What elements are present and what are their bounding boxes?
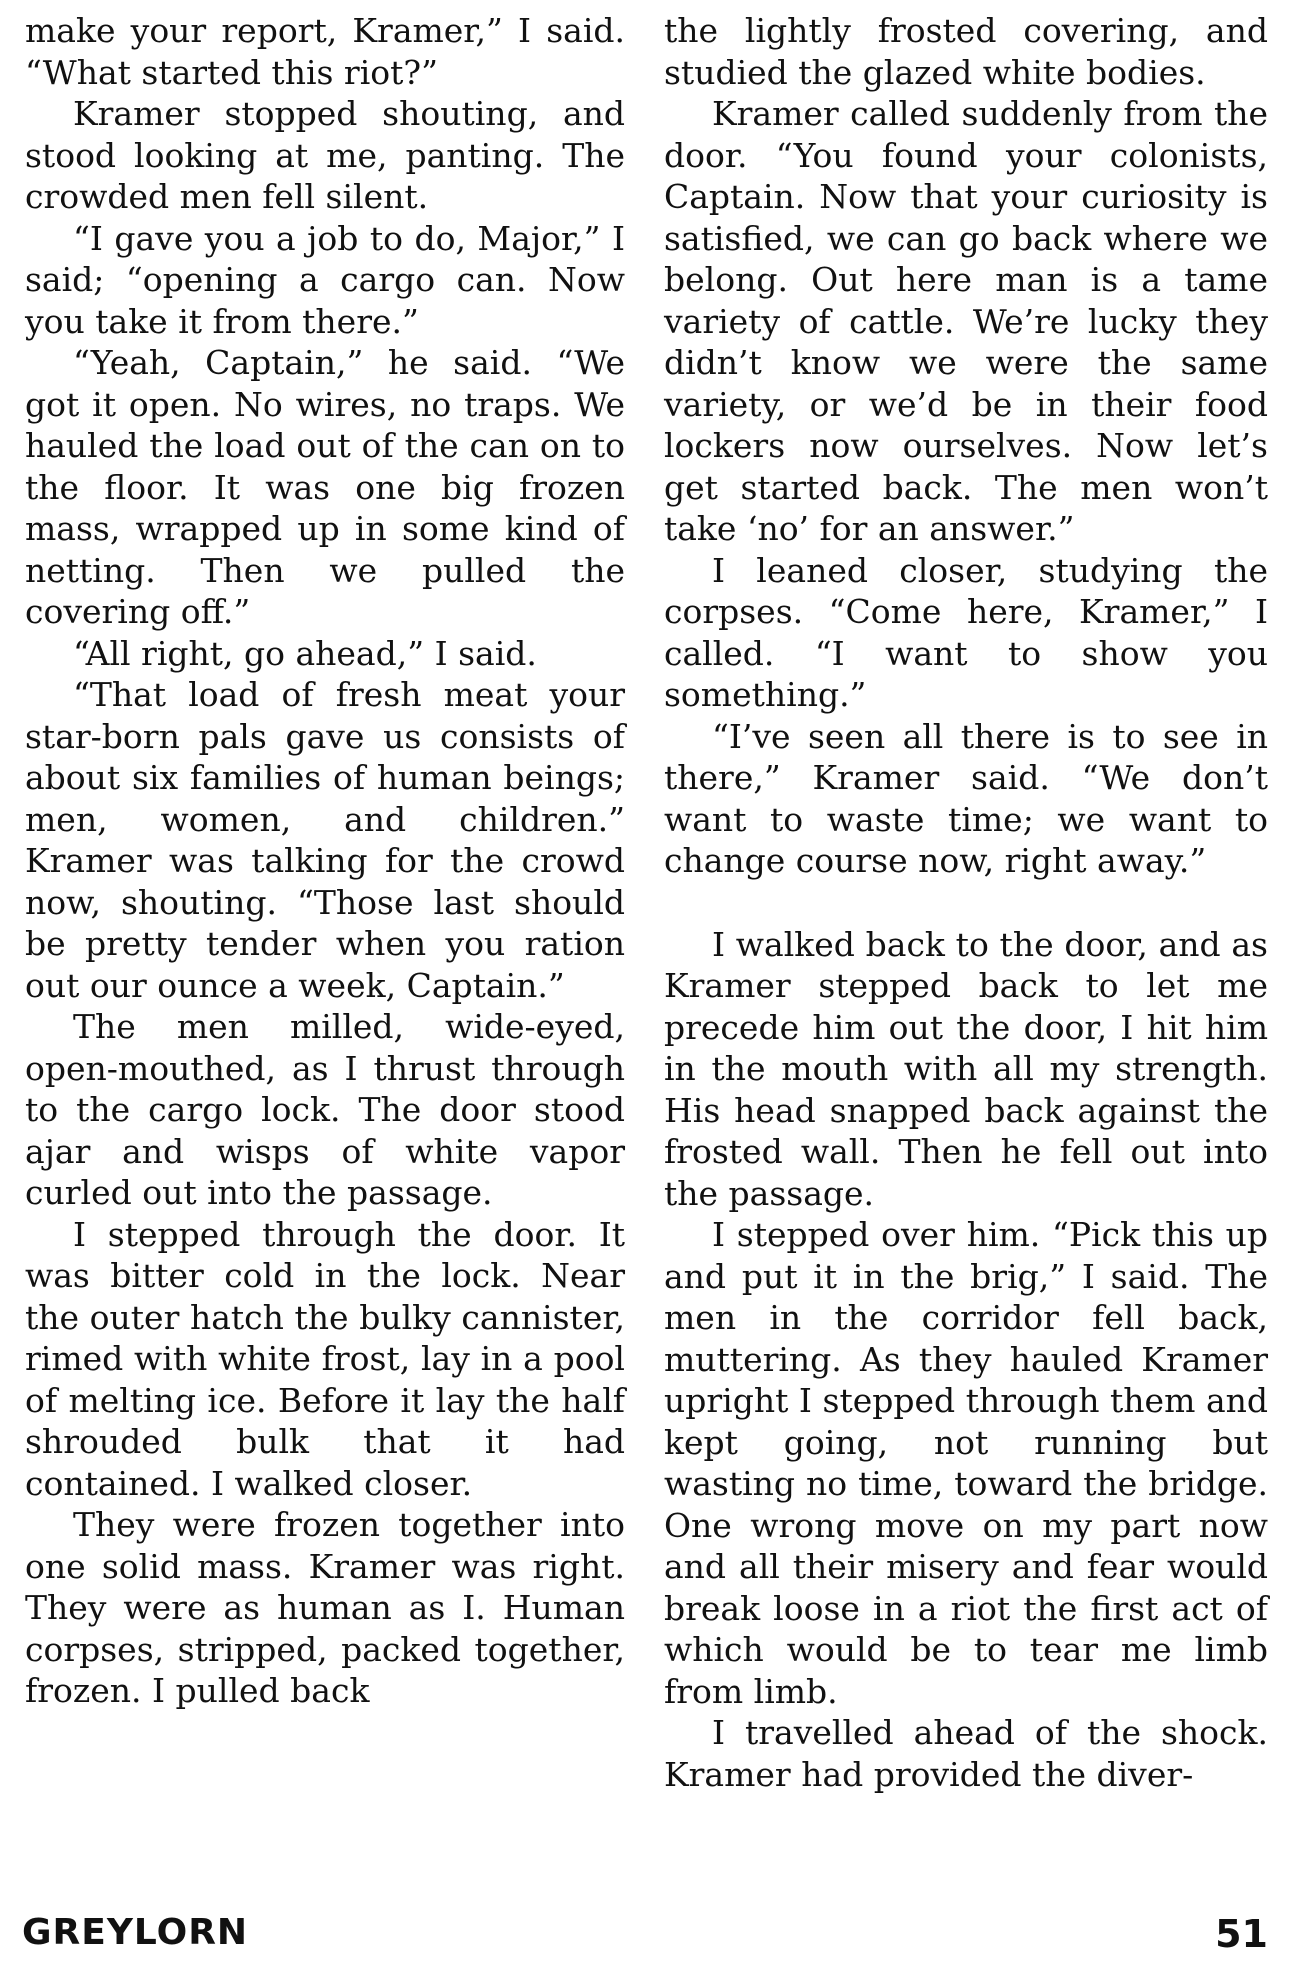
paragraph: They were frozen together into one solid mass. Kramer was right. They were as human as I. Human corpses, stripped, packed together, frozen. I pulled back [25,1505,625,1710]
running-title: GREYLORN [22,1912,249,1953]
paragraph: the lightly frosted covering, and studied the glazed white bodies. [664,11,1268,92]
paragraph: make your report, Kramer,” I said. “What started this riot?” [25,11,625,92]
paragraph: I walked back to the door, and as Kramer stepped back to let me precede him out the door, I hit him in the mouth with all my strength. His head snapped back against the frosted wall. Then he fell out into the passage. [664,924,1268,1213]
paragraph: “I gave you a job to do, Major,” I said; “opening a cargo can. Now you take it from there.” [25,218,625,341]
paragraph: Kramer stopped shouting, and stood looking at me, panting. The crowded men fell silent. [25,94,625,216]
right-column [664,10,1268,1795]
paragraph: Kramer called suddenly from the door. “You found your colonists, Captain. Now that your curiosity is satisfied, we can go back where we belong. Out here man is a tame variety of cattle. We’re lucky they didn’t know we were the same variety, or we’d be in their food lockers now ourselves. Now let’s get started back. The men won’t take ‘no’ for an answer.” [664,94,1268,548]
page-number: 51 [1215,1912,1268,1956]
paragraph: “I’ve seen all there is to see in there,” Kramer said. “We don’t want to waste time; we want to change course now, right away.” [664,716,1268,880]
page-footer [0,1912,1290,1962]
paragraph: I leaned closer, studying the corpses. “Come here, Kramer,” I called. “I want to show you something.” [664,550,1268,714]
paragraph: “Yeah, Captain,” he said. “We got it open. No wires, no traps. We hauled the load out of the can on to the floor. It was one big frozen mass, wrapped up in some kind of netting. Then we pulled the covering off.” [25,343,625,631]
paragraph: “All right, go ahead,” I said. [73,633,537,673]
paragraph: I travelled ahead of the shock. Kramer had provided the diver- [664,1713,1268,1794]
paragraph: The men milled, wide-eyed, open-mouthed, as I thrust through to the cargo lock. The door stood ajar and wisps of white vapor curled out into the passage. [25,1007,625,1212]
paragraph: I stepped through the door. It was bitter cold in the lock. Near the outer hatch the bulky cannister, rimed with white frost, lay in a pool of melting ice. Before it lay the half shrouded bulk that it had contained. I walked closer. [25,1214,625,1503]
left-column [25,10,625,1712]
paragraph: I stepped over him. “Pick this up and put it in the brig,” I said. The men in the corridor fell back, muttering. As they hauled Kramer upright I stepped through them and kept going, not running but wasting no time, toward the bridge. One wrong move on my part now and all their misery and fear would break loose in a riot the first act of which would be to tear me limb from limb. [664,1215,1268,1711]
section-break [664,882,1268,924]
paragraph: “That load of fresh meat your star-born pals gave us consists of about six families of human beings; men, women, and children.” Kramer was talking for the crowd now, shouting. “Those last should be pretty tender when you ration out our ounce a week, Captain.” [25,675,625,1005]
